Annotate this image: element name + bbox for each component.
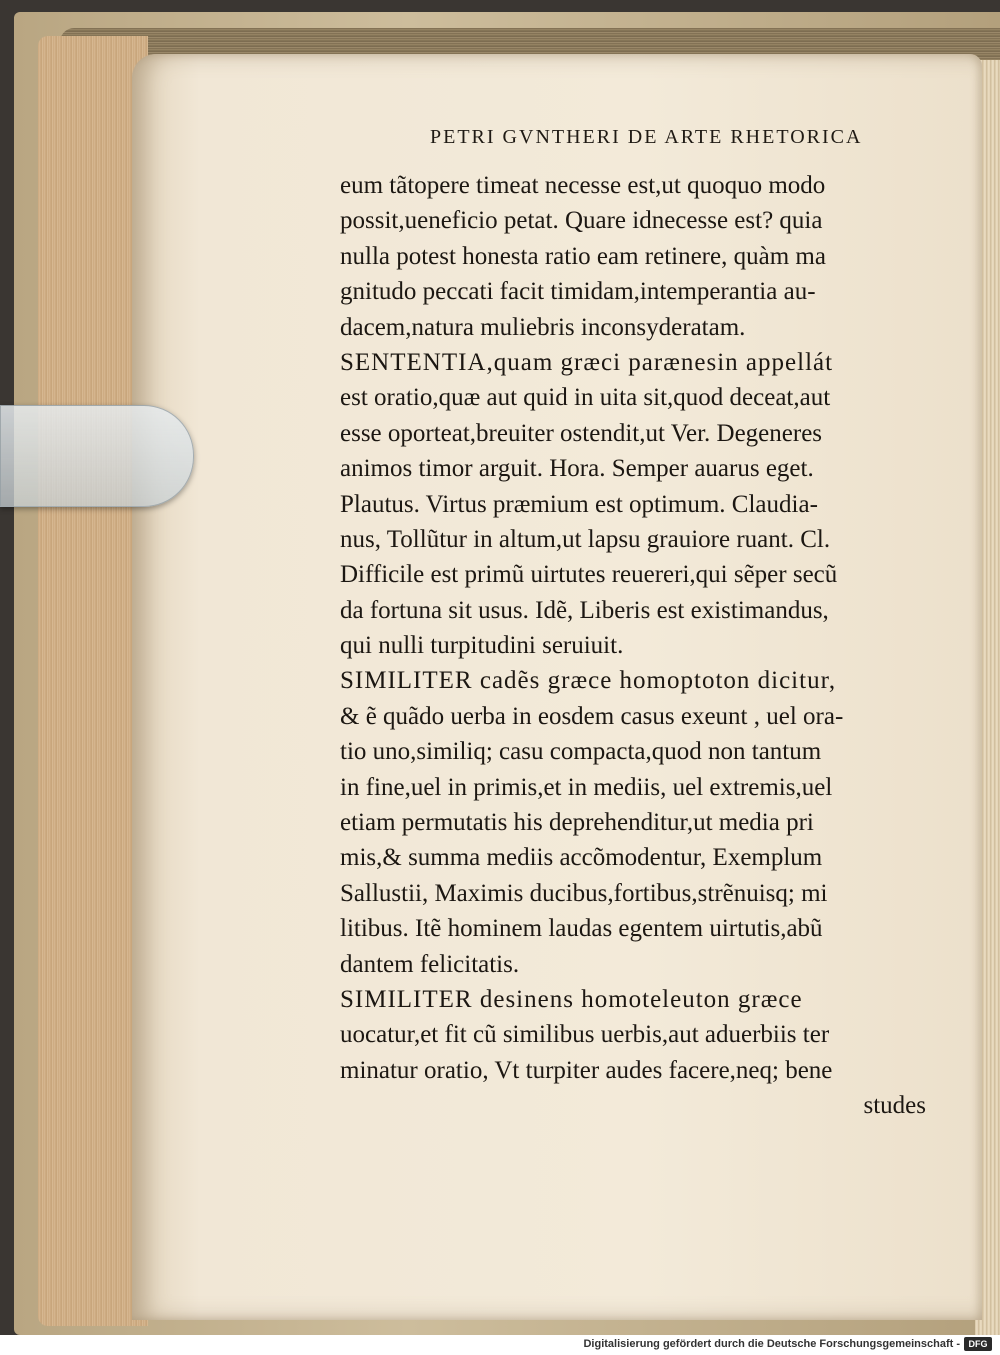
text-line: dantem felicitatis.	[340, 950, 520, 978]
text-line: SENTENTIA,quam græci parænesin appellát	[340, 348, 834, 376]
text-line: da fortuna sit usus. Idẽ, Liberis est existimandus,	[340, 596, 829, 624]
plastic-page-clip	[0, 405, 194, 507]
text-line: esse oporteat,breuiter ostendit,ut Ver. Degeneres	[340, 419, 823, 447]
text-line: eum tãtopere timeat necesse est,ut quoquo modo	[340, 172, 826, 199]
text-line: SIMILITER cadẽs græce homoptoton dicitur,	[340, 667, 837, 695]
text-line: nulla potest honesta ratio eam retinere, quàm ma	[340, 242, 826, 270]
text-line: possit,ueneficio petat. Quare idnecesse est? quia	[340, 207, 823, 235]
text-line: Sallustii, Maximis ducibus,fortibus,strẽnuisq; mi	[340, 879, 828, 907]
text-line: uocatur,et fit cũ similibus uerbis,aut aduerbiis ter	[340, 1021, 830, 1049]
text-line: litibus. Itẽ hominem laudas egentem uirtutis,abũ	[340, 915, 823, 943]
text-line: Plautus. Virtus præmium est optimum. Claudia-	[340, 490, 818, 518]
text-line: mis,& summa mediis accõmodentur, Exemplum	[340, 844, 823, 872]
text-line: est oratio,quæ aut quid in uita sit,quod deceat,aut	[340, 384, 831, 412]
text-line: nus, Tollũtur in altum,ut lapsu grauiore ruant. Cl.	[340, 525, 831, 553]
text-line: qui nulli turpitudini seruiuit.	[340, 632, 624, 660]
text-line: Difficile est primũ uirtutes reuereri,qui sẽper secũ	[340, 561, 838, 589]
text-line: & ẽ quãdo uerba in eosdem casus exeunt , uel ora-	[340, 702, 844, 730]
text-line: SIMILITER desinens homoteleuton græce	[340, 985, 803, 1013]
text-line: etiam permutatis his deprehenditur,ut media pri	[340, 809, 814, 837]
text-line: animos timor arguit. Hora. Semper auarus eget.	[340, 455, 814, 483]
text-line: minatur oratio, Vt turpiter audes facere,neq; bene	[340, 1056, 833, 1084]
text-line: dacem,natura muliebris inconsyderatam.	[340, 313, 746, 341]
text-line: in fine,uel in primis,et in mediis, uel extremis,uel	[340, 773, 833, 801]
body-text	[340, 168, 940, 1124]
running-head: PETRI GVNTHERI DE ARTE RHETORICA	[430, 126, 863, 148]
dfg-logo-icon: DFG	[964, 1337, 992, 1351]
text-line: gnitudo peccati facit timidam,intemperantia au-	[340, 278, 816, 306]
text-line: tio uno,similiq; casu compacta,quod non tantum	[340, 738, 822, 766]
funding-credit: Digitalisierung gefördert durch die Deutsche Forschungsgemeinschaft -	[583, 1338, 960, 1350]
catchword: studes	[863, 1092, 926, 1120]
footer-bar	[0, 1335, 1000, 1355]
